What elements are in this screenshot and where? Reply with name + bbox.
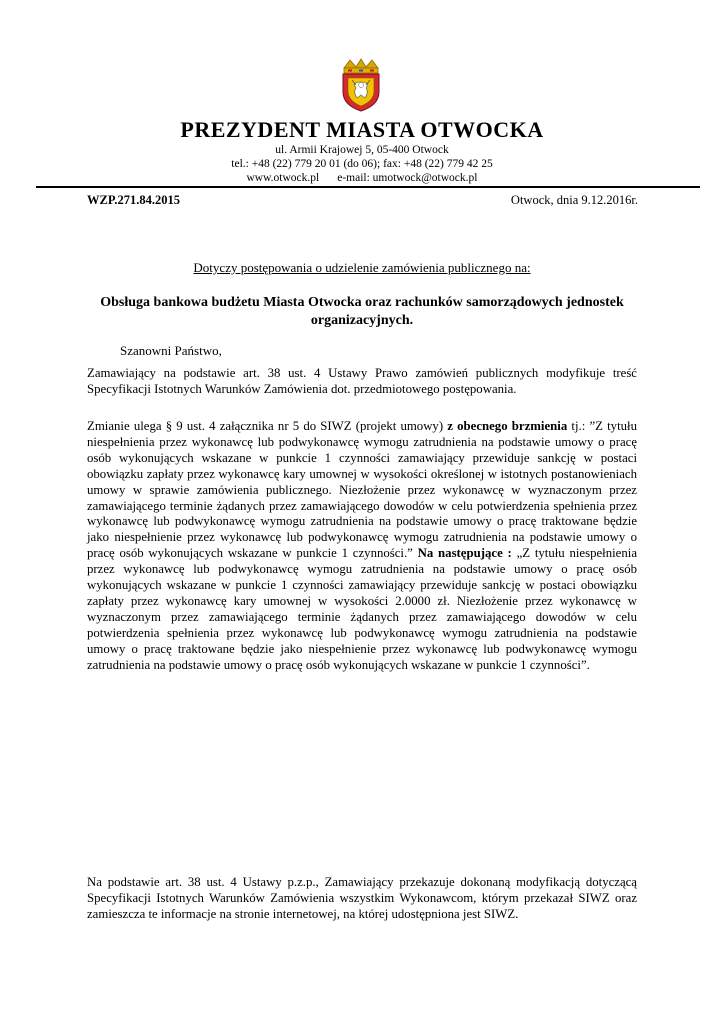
greeting: Szanowni Państwo, [120, 343, 222, 358]
to-label: Na następujące : [417, 546, 512, 561]
modification-intro: Zmianie ulega § 9 ust. 4 załącznika nr 5 do SIWZ (projekt umowy) [87, 419, 448, 433]
coat-of-arms-icon [338, 58, 384, 112]
paragraph-modification [87, 419, 637, 674]
issuer-contact [0, 171, 724, 185]
from-label: z obecnego brzmienia [447, 419, 568, 433]
issuer-website: www.otwock.pl [246, 172, 320, 184]
tender-subject: Obsługa bankowa budżetu Miasta Otwocka oraz rachunków samorządowych jednostek organizacyjnych. [100, 295, 624, 328]
issuer-email: e-mail: umotwock@otwock.pl [337, 172, 478, 184]
issuer-title: PREZYDENT MIASTA OTWOCKA [180, 117, 544, 142]
new-wording: „Z tytułu niespełnienia przez wykonawcę lub podwykonawcę wymogu zatrudnienia na podstawie umowy o pracę osób wykonujących wskazane w punkcie 1 czynności zamawiający przewiduje sankcję w postaci obowiązku zapłaty przez wykonawcę kary umownej w wysokości 2.0000 zł. Niezłożenie przez wykonawcę w wyznaczonym przez zamawiającego terminie żądanych przez zamawiającego dowodów w celu potwierdzenia spełnienia przez wykonawcę lub podwykonawcę wymogu zatrudnienia na podstawie umowy o pracę traktowane będzie jako niespełnienie przez wykonawcę lub podwykonawcę wymogu zatrudnienia na podstawie umowy o pracę osób wykonujących wskazane w punkcie 1 czynności”. [87, 546, 637, 672]
header-divider [36, 186, 700, 188]
issuer-phone-fax: tel.: +48 (22) 779 20 01 (do 06); fax: +48 (22) 779 42 25 [231, 158, 493, 170]
concerns-line: Dotyczy postępowania o udzielenie zamówienia publicznego na: [193, 260, 531, 275]
current-wording: tj.: ”Z tytułu niespełnienia przez wykonawcę lub podwykonawcę wymogu zatrudnienia na podstawie umowy o pracę osób wykonujących wskazane w punkcie 1 czynności zamawiający przewiduje sankcję w postaci obowiązku zapłaty przez wykonawcę kary umownej w wysokości określonej w istotnych postanowieniach umowy w sprawie zamówienia publicznego. Niezłożenie przez wykonawcę w wyznaczonym przez zamawiającego terminie żądanych przez zamawiającego dowodów w celu potwierdzenia spełnienia przez wykonawcę lub podwykonawcę wymogu zatrudnienia na podstawie umowy o pracę traktowane będzie jako niespełnienie przez wykonawcę lub podwykonawcę wymogu zatrudnienia na podstawie umowy o pracę osób wykonujących wskazane w punkcie 1 czynności.” [87, 419, 637, 561]
reference-number: WZP.271.84.2015 [87, 193, 180, 207]
place-date: Otwock, dnia 9.12.2016r. [510, 193, 638, 207]
paragraph-closing: Na podstawie art. 38 ust. 4 Ustawy p.z.p., Zamawiający przekazuje dokonaną modyfikacją dotyczącą Specyfikacji Istotnych Warunków Zamówienia wszystkim Wykonawcom, którym przekazał SIWZ oraz zamieszcza te informacje na stronie internetowej, na której udostępniona jest SIWZ. [87, 875, 637, 921]
paragraph-intro: Zamawiający na podstawie art. 38 ust. 4 Ustawy Prawo zamówień publicznych modyfikuje treść Specyfikacji Istotnych Warunków Zamówienia dot. przedmiotowego postępowania. [87, 366, 637, 396]
issuer-address: ul. Armii Krajowej 5, 05-400 Otwock [275, 144, 449, 156]
